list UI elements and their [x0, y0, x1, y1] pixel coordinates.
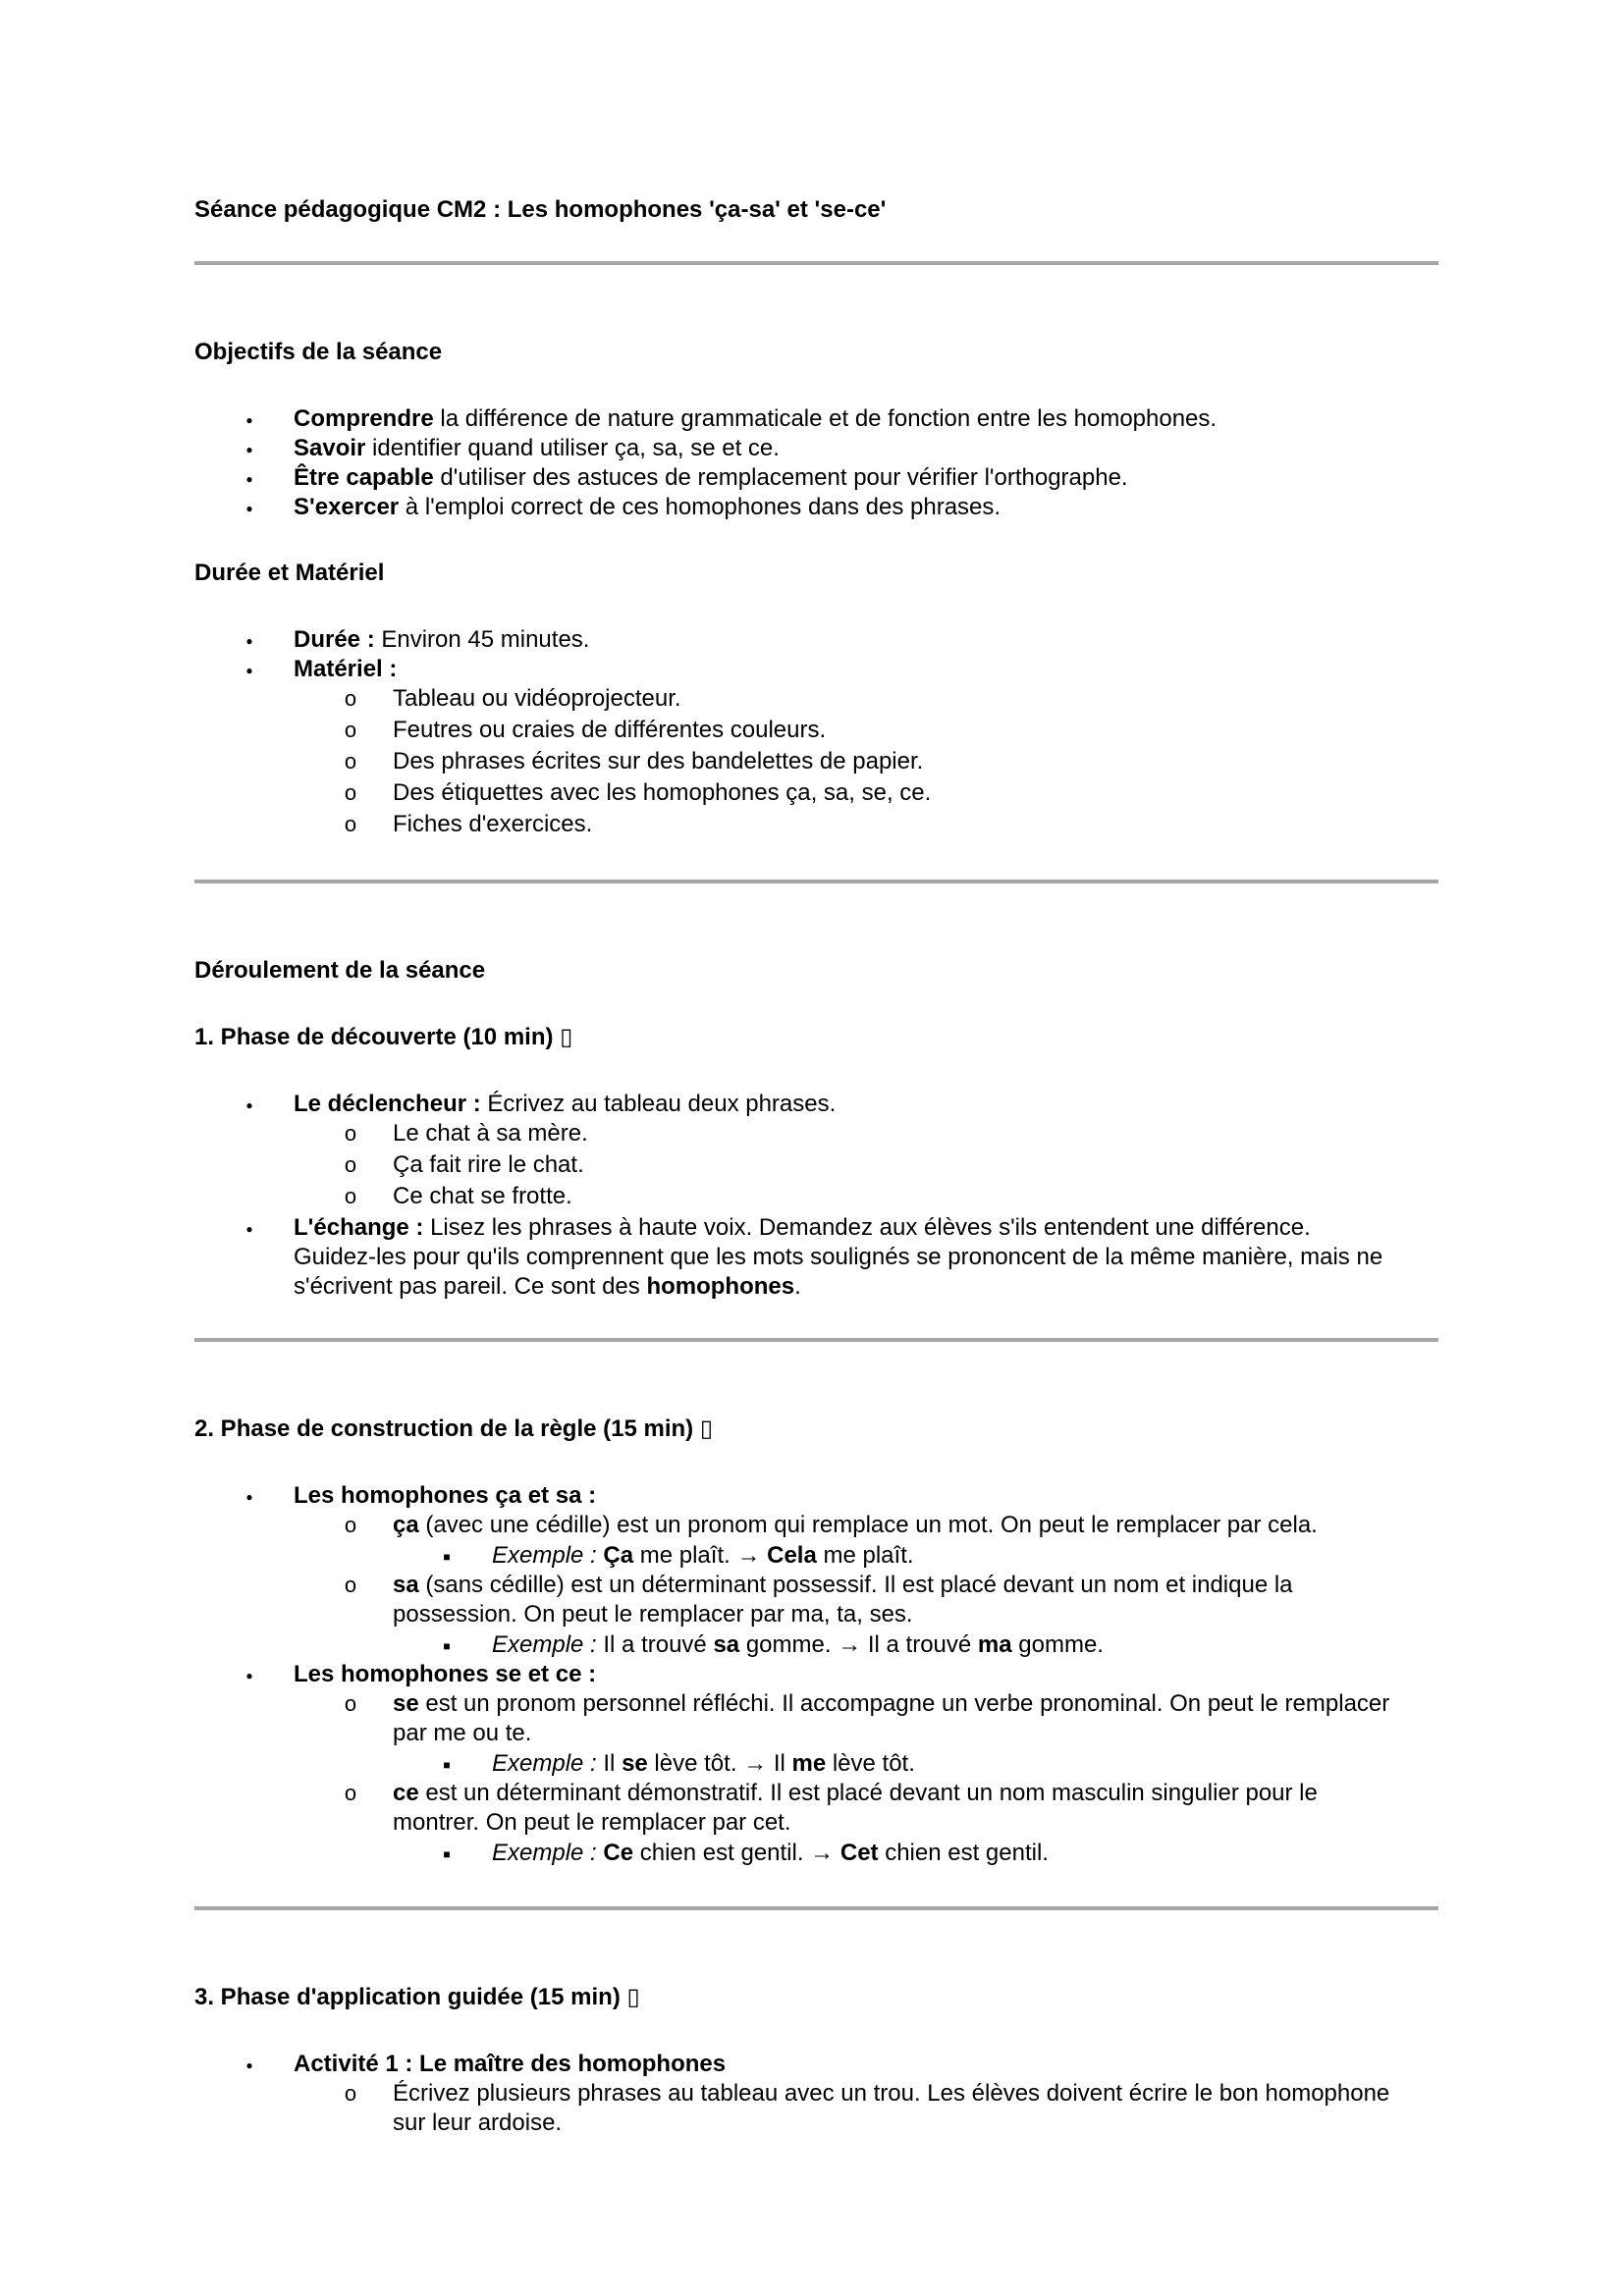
- section-heading-objectifs: Objectifs de la séance: [194, 339, 443, 365]
- bullet-circle-icon: o: [344, 1573, 357, 1597]
- bullet-square-icon: [437, 1541, 457, 1572]
- bullet-circle-icon: o: [344, 1152, 357, 1177]
- phrase-item: Le chat à sa mère.: [393, 1120, 588, 1147]
- horizontal-rule: [194, 880, 1438, 883]
- placeholder-glyph-icon: ▯: [560, 1024, 573, 1050]
- bullet-square-icon: [437, 1630, 457, 1661]
- bullet-circle-icon: o: [344, 2081, 357, 2106]
- ce-rule-line: montrer. On peut le remplacer par cet.: [393, 1809, 791, 1836]
- bullet-disc-icon: [240, 434, 259, 464]
- objectif-item: Comprendre la différence de nature grammaticale et de fonction entre les homophones.: [294, 405, 1218, 432]
- duree-item: Durée : Environ 45 minutes.: [294, 626, 590, 653]
- ce-example: Exemple : Ce chien est gentil. → Cet chien est gentil.: [492, 1840, 1049, 1866]
- sa-rule-line: possession. On peut le remplacer par ma, ta, ses.: [393, 1601, 913, 1628]
- ca-rule: ça (avec une cédille) est un pronom qui remplace un mot. On peut le remplacer par cela.: [393, 1512, 1318, 1538]
- section-heading-duree: Durée et Matériel: [194, 560, 385, 586]
- ca-example: Exemple : Ça me plaît. → Cela me plaît.: [492, 1542, 914, 1569]
- phase2-heading: 2. Phase de construction de la règle (15 min) ▯: [194, 1415, 714, 1442]
- echange-line: s'écrivent pas pareil. Ce sont des homophones.: [294, 1273, 801, 1300]
- bullet-circle-icon: o: [344, 718, 357, 742]
- objectif-item: S'exercer à l'emploi correct de ces homophones dans des phrases.: [294, 494, 1001, 520]
- bullet-circle-icon: o: [344, 812, 357, 836]
- bullet-disc-icon: [240, 493, 259, 523]
- section-heading-deroulement: Déroulement de la séance: [194, 957, 486, 984]
- activite-text: Écrivez plusieurs phrases au tableau avec un trou. Les élèves doivent écrire le bon homophone: [393, 2080, 1390, 2107]
- materiel-item: Tableau ou vidéoprojecteur.: [393, 685, 681, 712]
- bullet-circle-icon: o: [344, 1691, 357, 1716]
- bullet-circle-icon: o: [344, 1121, 357, 1146]
- objectif-item: Savoir identifier quand utiliser ça, sa, se et ce.: [294, 435, 780, 461]
- bullet-circle-icon: o: [344, 1513, 357, 1537]
- objectif-item: Être capable d'utiliser des astuces de remplacement pour vérifier l'orthographe.: [294, 464, 1128, 491]
- se-rule-line: par me ou te.: [393, 1720, 532, 1746]
- materiel-item: Fiches d'exercices.: [393, 811, 593, 837]
- bullet-disc-icon: [240, 1481, 259, 1512]
- placeholder-glyph-icon: ▯: [626, 1984, 640, 2010]
- horizontal-rule: [194, 1906, 1438, 1910]
- se-rule: se est un pronom personnel réfléchi. Il accompagne un verbe pronominal. On peut le remplacer: [393, 1690, 1390, 1717]
- materiel-item: Des étiquettes avec les homophones ça, sa, se, ce.: [393, 779, 932, 806]
- placeholder-glyph-icon: ▯: [699, 1415, 714, 1442]
- materiel-item: Feutres ou craies de différentes couleurs.: [393, 717, 827, 743]
- phase3-heading: 3. Phase d'application guidée (15 min) ▯: [194, 1984, 640, 2010]
- bullet-disc-icon: [240, 625, 259, 656]
- declencheur-item: Le déclencheur : Écrivez au tableau deux phrases.: [294, 1091, 837, 1117]
- phrase-item: Ce chat se frotte.: [393, 1183, 572, 1209]
- bullet-disc-icon: [240, 404, 259, 435]
- sa-example: Exemple : Il a trouvé sa gomme. → Il a trouvé ma gomme.: [492, 1631, 1104, 1658]
- sece-heading: Les homophones se et ce :: [294, 1661, 597, 1687]
- se-example: Exemple : Il se lève tôt. → Il me lève tôt.: [492, 1750, 915, 1777]
- bullet-circle-icon: o: [344, 780, 357, 805]
- bullet-disc-icon: [240, 1090, 259, 1120]
- echange-line: Guidez-les pour qu'ils comprennent que les mots soulignés se prononcent de la même manière, mais ne: [294, 1244, 1383, 1270]
- materiel-item: Des phrases écrites sur des bandelettes de papier.: [393, 748, 924, 774]
- phase1-heading: 1. Phase de découverte (10 min) ▯: [194, 1024, 573, 1050]
- activite-text-line: sur leur ardoise.: [393, 2109, 563, 2136]
- bullet-circle-icon: o: [344, 1781, 357, 1805]
- bullet-circle-icon: o: [344, 1184, 357, 1208]
- activite-heading: Activité 1 : Le maître des homophones: [294, 2051, 727, 2077]
- bullet-circle-icon: o: [344, 749, 357, 774]
- materiel-label: Matériel :: [294, 656, 398, 682]
- bullet-disc-icon: [240, 1213, 259, 1244]
- sa-rule: sa (sans cédille) est un déterminant possessif. Il est placé devant un nom et indique la: [393, 1572, 1293, 1598]
- document-title: Séance pédagogique CM2 : Les homophones 'ça-sa' et 'se-ce': [194, 196, 887, 223]
- bullet-square-icon: [437, 1839, 457, 1869]
- casa-heading: Les homophones ça et sa :: [294, 1482, 597, 1509]
- phrase-item: Ça fait rire le chat.: [393, 1151, 584, 1178]
- echange-item: L'échange : Lisez les phrases à haute voix. Demandez aux élèves s'ils entendent une différence.: [294, 1214, 1311, 1241]
- bullet-disc-icon: [240, 2050, 259, 2080]
- bullet-disc-icon: [240, 463, 259, 494]
- bullet-square-icon: [437, 1749, 457, 1780]
- ce-rule: ce est un déterminant démonstratif. Il est placé devant un nom masculin singulier pour le: [393, 1780, 1318, 1806]
- horizontal-rule: [194, 261, 1438, 265]
- horizontal-rule: [194, 1338, 1438, 1342]
- bullet-disc-icon: [240, 1660, 259, 1690]
- bullet-circle-icon: o: [344, 686, 357, 711]
- bullet-disc-icon: [240, 655, 259, 685]
